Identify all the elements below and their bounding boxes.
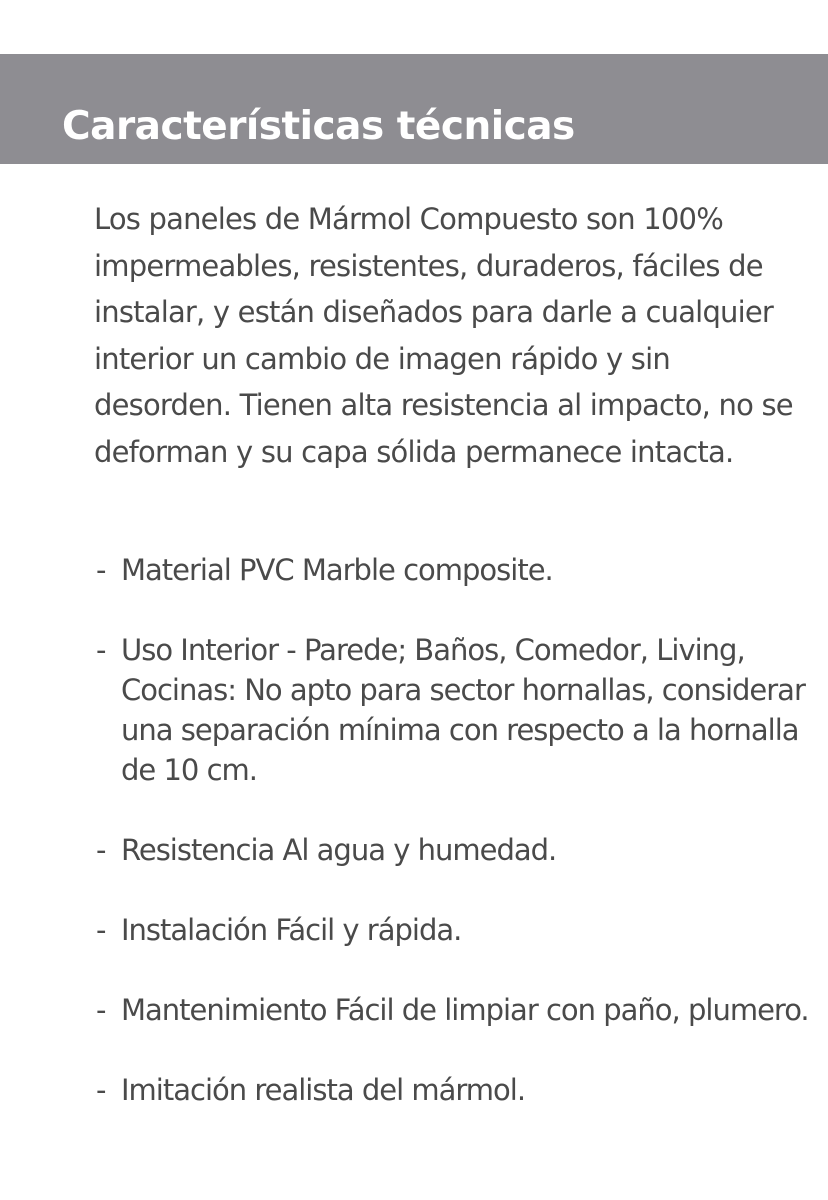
list-item: [96, 910, 816, 950]
bullet-dash: -: [96, 993, 106, 1027]
list-item: [96, 990, 816, 1030]
feature-text: Resistencia Al agua y humedad.: [121, 833, 557, 867]
features-list: [96, 550, 816, 1110]
feature-text: Instalación Fácil y rápida.: [121, 913, 462, 947]
bullet-dash: -: [96, 633, 106, 667]
list-item: [96, 830, 816, 870]
list-item: [96, 1070, 816, 1110]
feature-text: Uso Interior - Parede; Baños, Comedor, Living, Cocinas: No apto para sector hornallas, considerar una separación mínima con respecto a la hornalla de 10 cm.: [121, 633, 805, 787]
bullet-dash: -: [96, 913, 106, 947]
feature-text: Material PVC Marble composite.: [121, 553, 553, 587]
feature-text: Imitación realista del mármol.: [121, 1073, 526, 1107]
bullet-dash: -: [96, 553, 106, 587]
intro-paragraph: Los paneles de Mármol Compuesto son 100% impermeables, resistentes, duraderos, fáciles de instalar, y están diseñados para darle a cualquier interior un cambio de imagen rápido y sin desorden. Tienen alta resistencia al impacto, no se deforman y su capa sólida permanece intacta.: [94, 202, 793, 469]
page-title: Características técnicas: [62, 104, 575, 149]
list-item: [96, 630, 816, 790]
feature-text: Mantenimiento Fácil de limpiar con paño, plumero.: [121, 993, 809, 1027]
bullet-dash: -: [96, 1073, 106, 1107]
bullet-dash: -: [96, 833, 106, 867]
list-item: [96, 550, 816, 590]
